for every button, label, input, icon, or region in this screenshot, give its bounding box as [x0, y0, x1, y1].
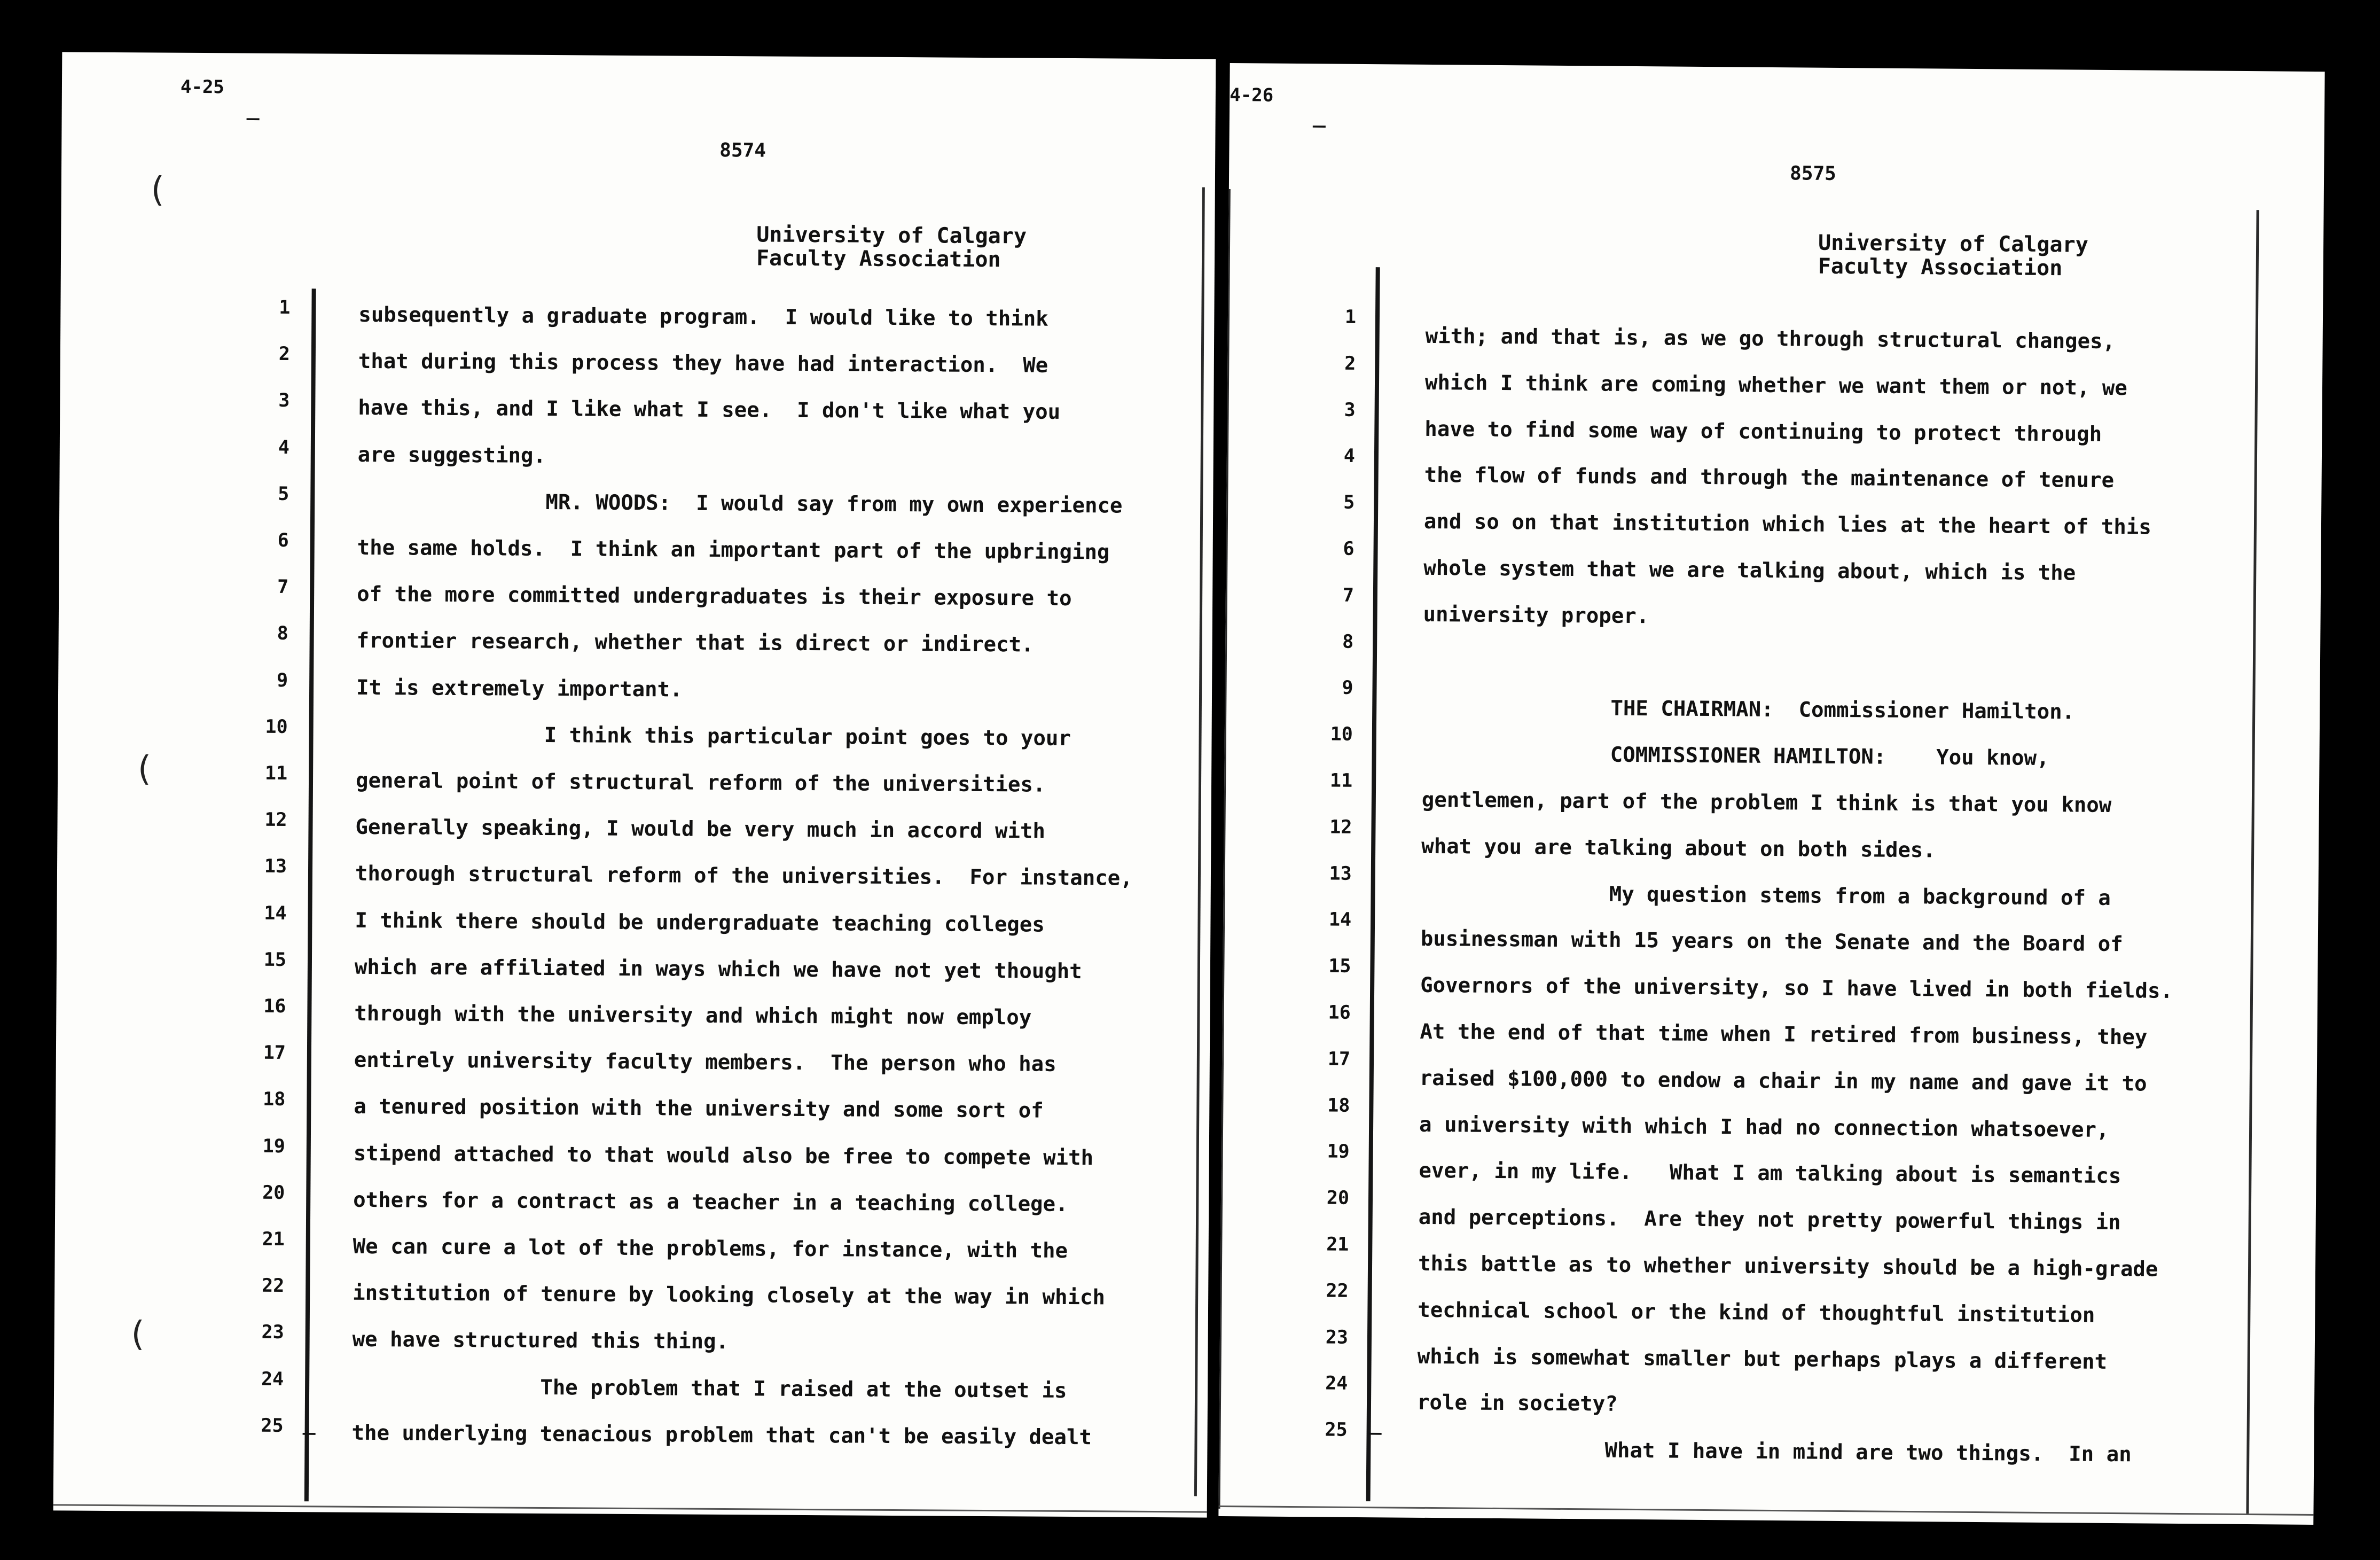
- case-caption: [756, 223, 1027, 271]
- transcript-line: with; and that is, as we go through structural changes,: [1425, 324, 2116, 354]
- sheet-reference: 4-25: [180, 76, 224, 98]
- line-number: 23: [1325, 1327, 1349, 1348]
- transcript-line: stipend attached to that would also be free to compete with: [353, 1141, 1094, 1170]
- line-number: 22: [1326, 1280, 1349, 1302]
- line-number: 11: [264, 762, 288, 785]
- transcript-line: thorough structural reform of the universities. For instance,: [355, 862, 1133, 891]
- line-number: 8: [1342, 631, 1354, 653]
- caption-line: University of Calgary: [1818, 230, 2089, 258]
- page-bottom-edge: [1218, 1506, 2313, 1516]
- line-number: 15: [263, 949, 287, 971]
- transcript-line: are suggesting.: [357, 442, 546, 468]
- header-dash: _: [246, 96, 260, 121]
- transcript-line: others for a contract as a teacher in a teaching college.: [353, 1188, 1068, 1216]
- transcript-line: have this, and I like what I see. I don't like what you: [358, 396, 1061, 425]
- line-number: 4: [278, 436, 289, 458]
- line-25-dash: _: [302, 1410, 316, 1436]
- transcript-line: What I have in mind are two things. In an: [1416, 1437, 2132, 1467]
- line-number: 17: [1327, 1048, 1351, 1070]
- line-number: 1: [279, 297, 291, 319]
- hole-punch-mark: (: [127, 1314, 148, 1354]
- page-number: 8575: [1789, 162, 1836, 185]
- line-number: 24: [1325, 1372, 1348, 1395]
- transcript-page-right: [1218, 63, 2324, 1525]
- line-number: 8: [277, 623, 288, 645]
- right-margin-rule: [1194, 187, 1205, 1496]
- transcript-line: the flow of funds and through the maintenance of tenure: [1424, 463, 2115, 493]
- line-number: 4: [1343, 446, 1356, 467]
- line-number: 3: [278, 390, 290, 412]
- caption-line: Faculty Association: [756, 246, 1001, 272]
- transcript-line: which is somewhat smaller but perhaps plays a different: [1417, 1344, 2108, 1374]
- caption-line: Faculty Association: [1818, 254, 2063, 281]
- transcript-line: MR. WOODS: I would say from my own experience: [357, 489, 1123, 518]
- transcript-line: The problem that I raised at the outset is: [351, 1374, 1067, 1403]
- header-dash: _: [1312, 103, 1326, 128]
- transcript-line: this battle as to whether university should be a high-grade: [1418, 1251, 2158, 1282]
- right-margin-rule: [2246, 210, 2259, 1514]
- transcript-line: whole system that we are talking about, which is the: [1423, 556, 2076, 586]
- transcript-line: institution of tenure by looking closely at the way in which: [353, 1281, 1106, 1310]
- line-number: 16: [1328, 1002, 1351, 1024]
- transcript-line: and so on that institution which lies at the heart of this: [1423, 510, 2151, 540]
- line-number: 10: [265, 716, 288, 738]
- line-number: 2: [278, 344, 291, 365]
- line-number: 23: [261, 1322, 284, 1344]
- line-number: 20: [262, 1182, 285, 1204]
- transcript-line: have to find some way of continuing to protect through: [1424, 417, 2102, 447]
- transcript-line: the same holds. I think an important part of the upbringing: [357, 535, 1110, 565]
- line-number: 25: [261, 1415, 284, 1437]
- transcript-page-left: [53, 52, 1216, 1517]
- transcript-line: ever, in my life. What I am talking about is semantics: [1419, 1159, 2121, 1189]
- line-number: 21: [1326, 1234, 1349, 1255]
- line-number: 5: [278, 483, 289, 505]
- line-25-dash: _: [1368, 1410, 1382, 1436]
- line-number: 12: [264, 809, 287, 831]
- line-number: 7: [1342, 584, 1355, 606]
- line-number: 5: [1343, 492, 1355, 514]
- line-number: 21: [262, 1228, 285, 1251]
- transcript-line: we have structured this thing.: [352, 1328, 729, 1354]
- transcript-line: raised $100,000 to endow a chair in my name and gave it to: [1419, 1066, 2147, 1096]
- transcript-line: businessman with 15 years on the Senate and the Board of: [1420, 927, 2123, 957]
- case-caption: [1818, 231, 2088, 280]
- transcript-line: which I think are coming whether we want them or not, we: [1424, 370, 2128, 401]
- transcript-line: I think this particular point goes to your: [356, 722, 1071, 751]
- line-number: 22: [261, 1275, 285, 1297]
- line-number: 7: [277, 576, 289, 598]
- transcript-line: gentlemen, part of the problem I think is that you know: [1421, 787, 2112, 817]
- line-number: 10: [1330, 723, 1353, 746]
- transcript-line: My question stems from a background of a: [1421, 880, 2111, 910]
- transcript-line: what you are talking about on both sides.: [1421, 834, 1936, 863]
- left-edge-rule: [1218, 189, 1231, 1509]
- transcript-line: and perceptions. Are they not pretty powerful things in: [1418, 1205, 2121, 1235]
- line-number: 12: [1329, 816, 1352, 838]
- transcript-line: of the more committed undergraduates is their exposure to: [357, 582, 1072, 611]
- line-number: 17: [263, 1042, 286, 1064]
- line-number: 2: [1344, 353, 1356, 375]
- sheet-reference: 4-26: [1230, 84, 1274, 106]
- left-margin-rule: [1366, 267, 1380, 1501]
- transcript-line: At the end of that time when I retired from business, they: [1420, 1019, 2148, 1050]
- transcript-line: through with the university and which might now employ: [354, 1001, 1032, 1030]
- line-number: 25: [1325, 1419, 1348, 1441]
- line-number: 9: [1342, 677, 1353, 699]
- line-number: 11: [1329, 770, 1353, 792]
- transcript-line: COMMISSIONER HAMILTON: You know,: [1422, 742, 2049, 771]
- transcript-line: It is extremely important.: [356, 675, 683, 702]
- line-number: 18: [263, 1089, 286, 1111]
- transcript-line: general point of structural reform of the universities.: [355, 768, 1046, 797]
- transcript-line: Governors of the university, so I have lived in both fields.: [1420, 973, 2173, 1004]
- transcript-line: a tenured position with the university and some sort of: [354, 1095, 1044, 1124]
- hole-punch-mark: (: [133, 749, 154, 789]
- line-number: 16: [263, 995, 286, 1018]
- line-number: 1: [1344, 306, 1357, 328]
- line-number: 19: [262, 1135, 285, 1157]
- line-number: 20: [1326, 1187, 1350, 1209]
- line-number: 6: [277, 529, 289, 552]
- line-number: 24: [261, 1368, 284, 1390]
- transcript-line: THE CHAIRMAN: Commissioner Hamilton.: [1422, 695, 2075, 724]
- transcript-line: that during this process they have had interaction. We: [358, 349, 1048, 378]
- line-number: 13: [264, 856, 287, 878]
- transcript-line: university proper.: [1423, 602, 1649, 628]
- transcript-line: Generally speaking, I would be very much in accord with: [355, 815, 1046, 844]
- hole-punch-mark: (: [146, 170, 168, 210]
- line-number: 6: [1343, 538, 1355, 560]
- transcript-line: a university with which I had no connection whatsoever,: [1419, 1112, 2109, 1142]
- transcript-line: entirely university faculty members. The person who has: [354, 1048, 1056, 1077]
- line-number: 14: [264, 902, 287, 924]
- transcript-line: I think there should be undergraduate teaching colleges: [355, 908, 1045, 937]
- transcript-line: technical school or the kind of thoughtful institution: [1418, 1298, 2095, 1328]
- line-number: 13: [1329, 863, 1352, 885]
- caption-line: University of Calgary: [756, 222, 1027, 249]
- transcript-line: the underlying tenacious problem that can't be easily dealt: [351, 1421, 1092, 1450]
- page-bottom-edge: [53, 1504, 1207, 1512]
- transcript-line: subsequently a graduate program. I would like to think: [358, 302, 1048, 331]
- line-number: 19: [1327, 1141, 1350, 1163]
- page-number: 8574: [719, 139, 766, 162]
- transcript-line: We can cure a lot of the problems, for instance, with the: [353, 1234, 1068, 1263]
- left-margin-rule: [304, 288, 316, 1501]
- transcript-line: frontier research, whether that is direct or indirect.: [356, 629, 1034, 657]
- transcript-line: role in society?: [1416, 1391, 1618, 1417]
- line-number: 14: [1328, 909, 1352, 931]
- line-number: 18: [1327, 1095, 1350, 1117]
- line-number: 3: [1344, 399, 1356, 421]
- transcript-line: which are affiliated in ways which we have not yet thought: [354, 955, 1082, 984]
- line-number: 9: [276, 669, 288, 691]
- line-number: 15: [1328, 955, 1351, 978]
